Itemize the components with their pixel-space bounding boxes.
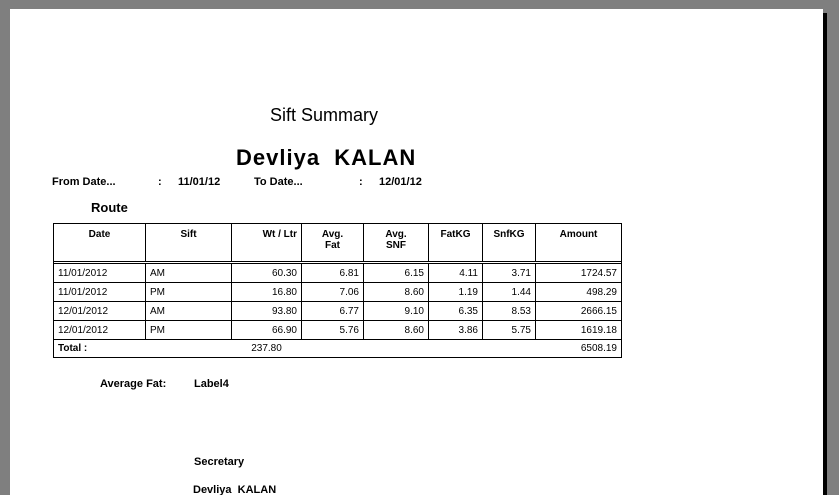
cell-date: 11/01/2012 [54, 283, 146, 302]
table-row [54, 321, 622, 340]
header-amount: Amount [536, 224, 622, 262]
cell-avg-fat: 6.77 [302, 302, 364, 321]
organization-name: Devliya KALAN [236, 145, 417, 170]
to-date-colon: : [359, 176, 363, 188]
cell-sift: AM [146, 264, 232, 283]
from-date-label: From Date... [52, 176, 116, 188]
average-fat-value: Label4 [194, 378, 229, 390]
cell-sift: PM [146, 283, 232, 302]
cell-avg-snf: 8.60 [364, 321, 429, 340]
secretary-name: Devliya KALAN [193, 484, 277, 495]
header-wt-ltr: Wt / Ltr [232, 224, 302, 262]
cell-date: 11/01/2012 [54, 264, 146, 283]
cell-date: 12/01/2012 [54, 302, 146, 321]
header-snfkg: SnfKG [483, 224, 536, 262]
cell-avg-snf: 8.60 [364, 283, 429, 302]
average-fat-label: Average Fat: [100, 378, 167, 390]
header-avg-fat: Avg. Fat [302, 224, 364, 262]
cell-fatkg: 3.86 [429, 321, 483, 340]
total-label: Total : [54, 340, 146, 358]
cell-sift: AM [146, 302, 232, 321]
table-row [54, 302, 622, 321]
header-fatkg: FatKG [429, 224, 483, 262]
table-total-row [54, 340, 622, 358]
window-top-border [10, 0, 823, 9]
cell-wt: 93.80 [232, 302, 302, 321]
cell-wt: 16.80 [232, 283, 302, 302]
header-avg-snf: Avg. SNF [364, 224, 429, 262]
report-title: Sift Summary [270, 105, 379, 125]
route-label: Route [91, 200, 128, 215]
summary-table [53, 223, 622, 358]
from-date-value: 11/01/12 [178, 176, 221, 188]
cell-fatkg: 6.35 [429, 302, 483, 321]
to-date-label: To Date... [254, 176, 303, 188]
cell-avg-snf: 6.15 [364, 264, 429, 283]
cell-fatkg: 4.11 [429, 264, 483, 283]
page-shadow [823, 13, 827, 495]
header-sift: Sift [146, 224, 232, 262]
cell-avg-snf: 9.10 [364, 302, 429, 321]
cell-wt: 60.30 [232, 264, 302, 283]
header-date: Date [54, 224, 146, 262]
cell-fatkg: 1.19 [429, 283, 483, 302]
cell-avg-fat: 6.81 [302, 264, 364, 283]
cell-snfkg: 8.53 [483, 302, 536, 321]
cell-amount: 1619.18 [536, 321, 622, 340]
total-wt: 237.80 [232, 340, 302, 358]
cell-avg-fat: 7.06 [302, 283, 364, 302]
cell-amount: 1724.57 [536, 264, 622, 283]
cell-avg-fat: 5.76 [302, 321, 364, 340]
cell-amount: 2666.15 [536, 302, 622, 321]
table-header-row [54, 224, 622, 262]
cell-date: 12/01/2012 [54, 321, 146, 340]
cell-sift: PM [146, 321, 232, 340]
table-row [54, 264, 622, 283]
cell-snfkg: 5.75 [483, 321, 536, 340]
cell-snfkg: 3.71 [483, 264, 536, 283]
cell-amount: 498.29 [536, 283, 622, 302]
total-amount: 6508.19 [536, 340, 622, 358]
table-row [54, 283, 622, 302]
cell-snfkg: 1.44 [483, 283, 536, 302]
from-date-colon: : [158, 176, 162, 188]
to-date-value: 12/01/12 [379, 176, 422, 188]
secretary-label: Secretary [194, 456, 245, 468]
cell-wt: 66.90 [232, 321, 302, 340]
report-page [10, 9, 823, 495]
